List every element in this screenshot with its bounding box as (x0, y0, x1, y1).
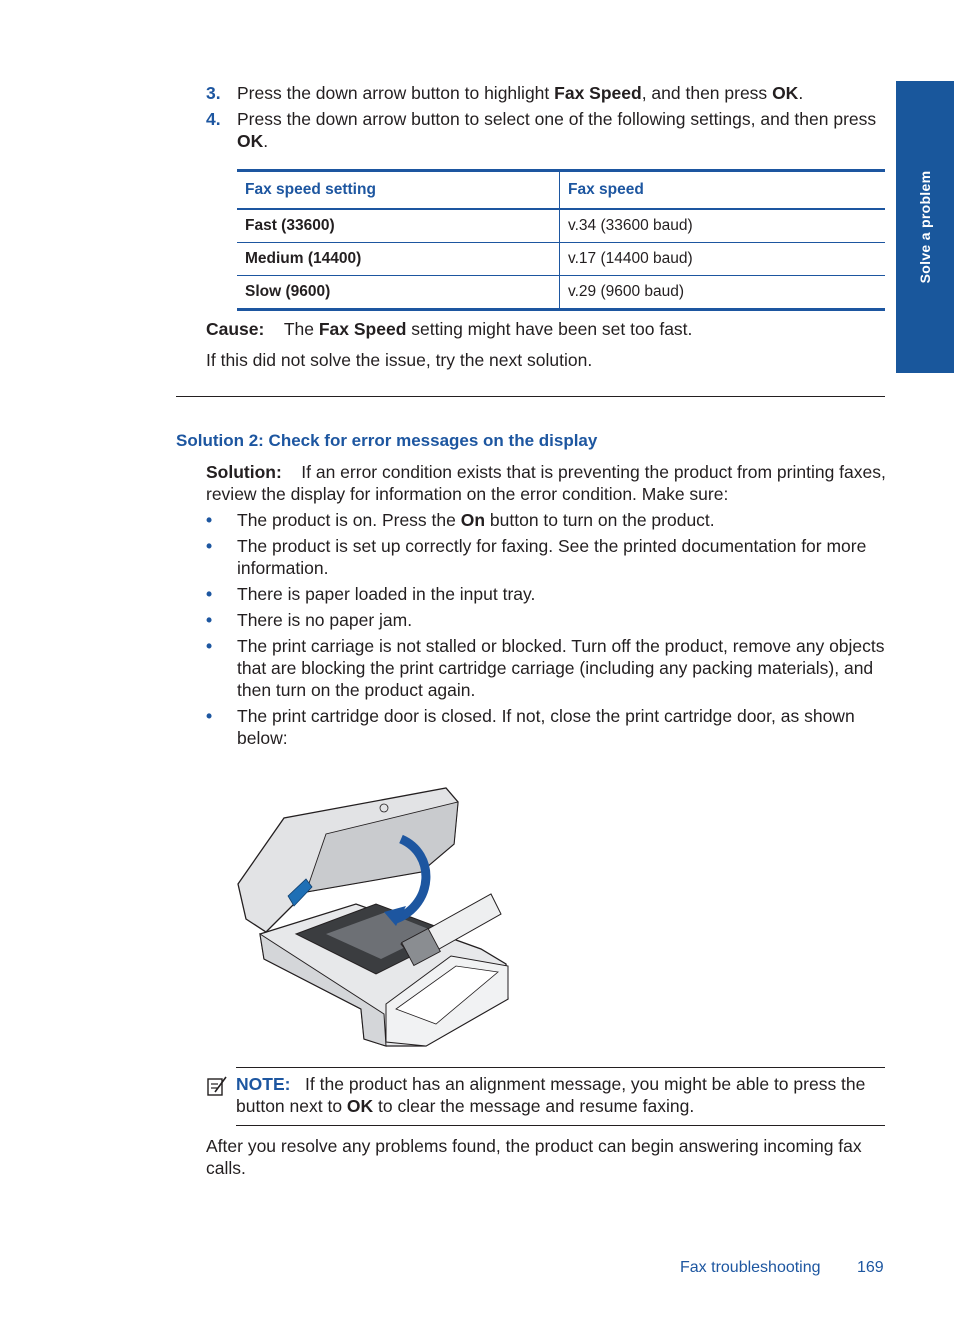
table-row (237, 243, 885, 276)
step-4 (206, 108, 886, 152)
side-tab-label: Solve a problem (917, 170, 933, 284)
page-number: 169 (857, 1259, 884, 1276)
note-body: If the product has an alignment message, you might be able to press the button next to (236, 1074, 866, 1116)
table-cell: v.17 (14400 baud) (560, 243, 886, 276)
solution-2-heading: Solution 2: Check for error messages on the display (176, 431, 598, 450)
step-bold: OK (772, 83, 799, 103)
closing-paragraph: After you resolve any problems found, the product can begin answering incoming fax calls. (206, 1136, 862, 1178)
note-bold: OK (346, 1096, 374, 1116)
cause-paragraph (206, 318, 886, 340)
list-item (206, 509, 886, 531)
list-text: button to turn on the product. (485, 510, 715, 530)
step-text: . (798, 83, 804, 103)
table-cell: v.29 (9600 baud) (560, 276, 886, 310)
list-item (206, 635, 886, 701)
list-text: The product is set up correctly for faxing. See the printed documentation for more information. (237, 536, 867, 578)
side-tab (896, 81, 954, 373)
table-header-setting: Fax speed setting (237, 171, 560, 210)
table-header-row (237, 171, 885, 210)
list-text: There is paper loaded in the input tray. (237, 584, 536, 604)
bullet-icon: • (206, 610, 213, 630)
cause-bold: Fax Speed (318, 319, 407, 339)
step-text: , and then press (641, 83, 773, 103)
bullet-icon: • (206, 636, 213, 656)
list-text: There is no paper jam. (237, 610, 413, 630)
list-text: The print cartridge door is closed. If not, close the print cartridge door, as shown below: (237, 706, 855, 748)
table-row (237, 209, 885, 243)
solution-label: Solution: (206, 462, 282, 482)
bullet-icon: • (206, 510, 213, 530)
note-label: NOTE: (236, 1074, 291, 1094)
checklist (206, 509, 886, 753)
step-text: Press the down arrow button to select one of the following settings, and then press (237, 109, 877, 129)
list-item (206, 583, 886, 605)
step-3 (206, 82, 886, 104)
cause-text: The (283, 319, 319, 339)
footer-section-title: Fax troubleshooting (680, 1259, 821, 1276)
table-cell: Fast (33600) (237, 209, 560, 243)
bullet-icon: • (206, 536, 213, 556)
list-item (206, 609, 886, 631)
note-text (236, 1073, 886, 1117)
list-item (206, 535, 886, 579)
bullet-icon: • (206, 584, 213, 604)
cause-text: setting might have been set too fast. (406, 319, 693, 339)
solution-paragraph (206, 461, 886, 505)
list-text: The print carriage is not stalled or blocked. Turn off the product, remove any objects that are blocking the print cartridge carriage (including any packing materials), and then turn on the product again. (237, 636, 885, 700)
list-bold: On (460, 510, 486, 530)
list-item (206, 705, 886, 749)
step-number: 3. (206, 83, 221, 103)
fax-speed-table (237, 169, 885, 311)
table-cell: Slow (9600) (237, 276, 560, 310)
printer-illustration (236, 784, 514, 1054)
step-text: Press the down arrow button to highlight (237, 83, 555, 103)
table-cell: v.34 (33600 baud) (560, 209, 886, 243)
list-text: The product is on. Press the (237, 510, 461, 530)
table-header-speed: Fax speed (560, 171, 886, 210)
note-body: to clear the message and resume faxing. (373, 1096, 695, 1116)
not-solved-text: If this did not solve the issue, try the next solution. (206, 350, 593, 370)
table-cell: Medium (14400) (237, 243, 560, 276)
step-bold: OK (237, 131, 264, 151)
step-bold: Fax Speed (554, 83, 642, 103)
step-number: 4. (206, 109, 221, 129)
table-row (237, 276, 885, 310)
step-text: . (263, 131, 269, 151)
cause-label: Cause: (206, 319, 265, 339)
section-divider (176, 396, 885, 397)
note-pencil-icon (206, 1075, 228, 1097)
solution-intro: If an error condition exists that is preventing the product from printing faxes, review the display for information on the error condition. Make sure: (206, 462, 886, 504)
bullet-icon: • (206, 706, 213, 726)
